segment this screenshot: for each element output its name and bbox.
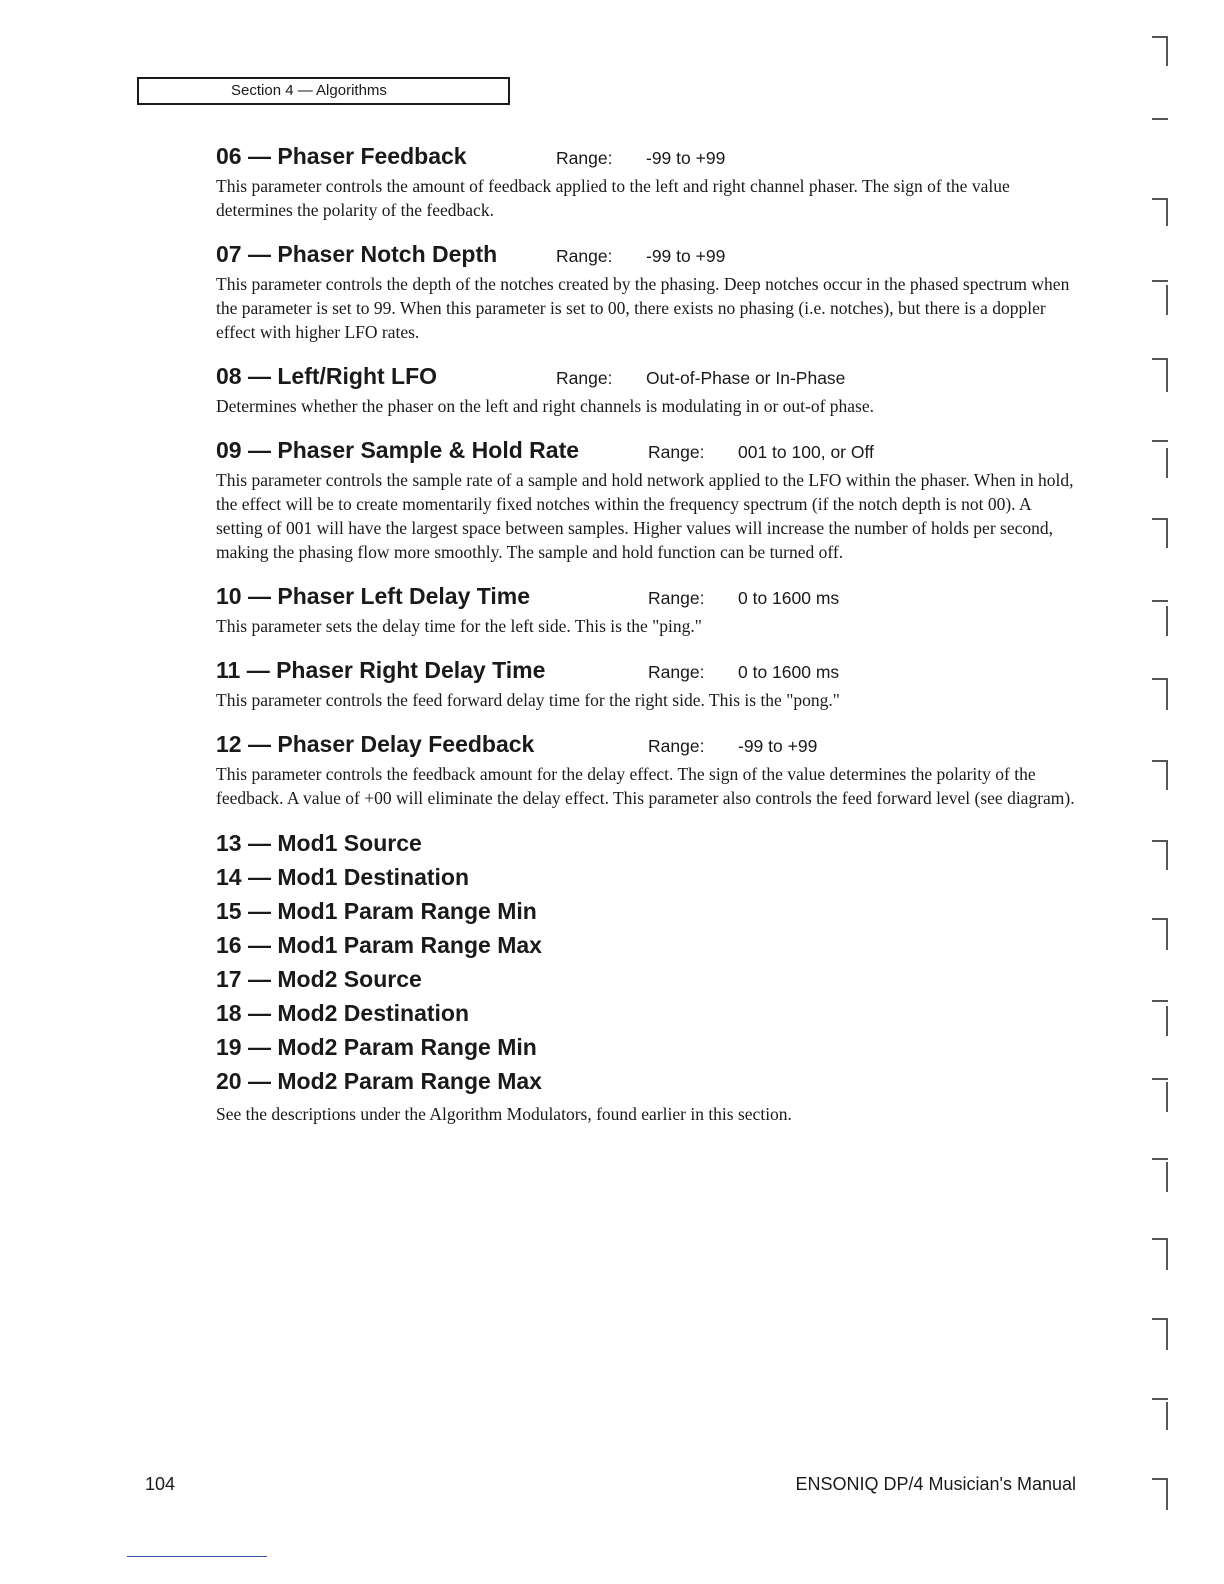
param-title: 06 — Phaser Feedback <box>216 143 467 169</box>
modulator-parameter-list <box>216 826 1076 1098</box>
parameter-06 <box>216 140 1076 222</box>
param-range: Range: 0 to 1600 ms <box>648 588 840 608</box>
modulator-item: 17 — Mod2 Source <box>216 966 422 992</box>
param-range: Range: -99 to +99 <box>556 148 726 168</box>
param-range: Range: -99 to +99 <box>556 246 726 266</box>
param-description: This parameter controls the amount of feedback applied to the left and right channel phaser. The sign of the value determines the polarity of the feedback. <box>216 176 1010 220</box>
scan-edge-line <box>127 1556 267 1557</box>
param-description: Determines whether the phaser on the left and right channels is modulating in or out-of phase. <box>216 396 875 416</box>
param-description: This parameter controls the depth of the notches created by the phasing. Deep notches occur in the phased spectrum when the parameter is set to 99. When this parameter is set to 00, there exists no phasing (i.e. notches), but there is a doppler effect with higher LFO rates. <box>216 274 1070 342</box>
modulators-note: See the descriptions under the Algorithm Modulators, found earlier in this section. <box>216 1104 792 1124</box>
param-title: 07 — Phaser Notch Depth <box>216 241 498 267</box>
param-range: Range: 0 to 1600 ms <box>648 662 840 682</box>
parameter-10 <box>216 580 1076 638</box>
param-range: Range: 001 to 100, or Off <box>648 442 874 462</box>
section-label: Section 4 — Algorithms <box>231 82 387 99</box>
parameter-07 <box>216 238 1076 344</box>
param-range: Range: Out-of-Phase or In-Phase <box>556 368 846 388</box>
param-title: 09 — Phaser Sample & Hold Rate <box>216 437 580 463</box>
modulator-item: 19 — Mod2 Param Range Min <box>216 1034 537 1060</box>
parameter-11 <box>216 654 1076 712</box>
parameter-content <box>216 140 1076 1126</box>
param-title: 10 — Phaser Left Delay Time <box>216 583 531 609</box>
param-title: 12 — Phaser Delay Feedback <box>216 731 535 757</box>
binding-edge-marks <box>1150 0 1200 1584</box>
parameter-08 <box>216 360 1076 418</box>
parameter-09 <box>216 434 1076 564</box>
modulator-item: 18 — Mod2 Destination <box>216 1000 470 1026</box>
modulator-item: 20 — Mod2 Param Range Max <box>216 1068 542 1094</box>
parameter-12 <box>216 728 1076 810</box>
param-description: This parameter controls the feedback amount for the delay effect. The sign of the value determines the polarity of the feedback. A value of +00 will eliminate the delay effect. This parameter also controls the feed forward level (see diagram). <box>216 764 1075 808</box>
param-description: This parameter controls the sample rate of a sample and hold network applied to the LFO within the phaser. When in hold, the effect will be to create momentarily fixed notches within the frequency spectrum (if the notch depth is not 00). A setting of 001 will have the largest space between samples. Higher values will increase the number of holds per second, making the phasing flow more smoothly. The sample and hold function can be turned off. <box>216 470 1074 562</box>
param-range: Range: -99 to +99 <box>648 736 818 756</box>
modulator-item: 15 — Mod1 Param Range Min <box>216 898 537 924</box>
param-description: This parameter controls the feed forward delay time for the right side. This is the "pong." <box>216 690 840 710</box>
modulator-item: 16 — Mod1 Param Range Max <box>216 932 542 958</box>
modulator-item: 14 — Mod1 Destination <box>216 864 470 890</box>
section-header-box <box>137 77 510 105</box>
param-description: This parameter sets the delay time for the left side. This is the "ping." <box>216 616 702 636</box>
page-number: 104 <box>145 1474 176 1494</box>
modulator-item: 13 — Mod1 Source <box>216 830 422 856</box>
param-title: 08 — Left/Right LFO <box>216 363 438 389</box>
param-title: 11 — Phaser Right Delay Time <box>216 657 546 683</box>
manual-title: ENSONIQ DP/4 Musician's Manual <box>795 1474 1076 1494</box>
